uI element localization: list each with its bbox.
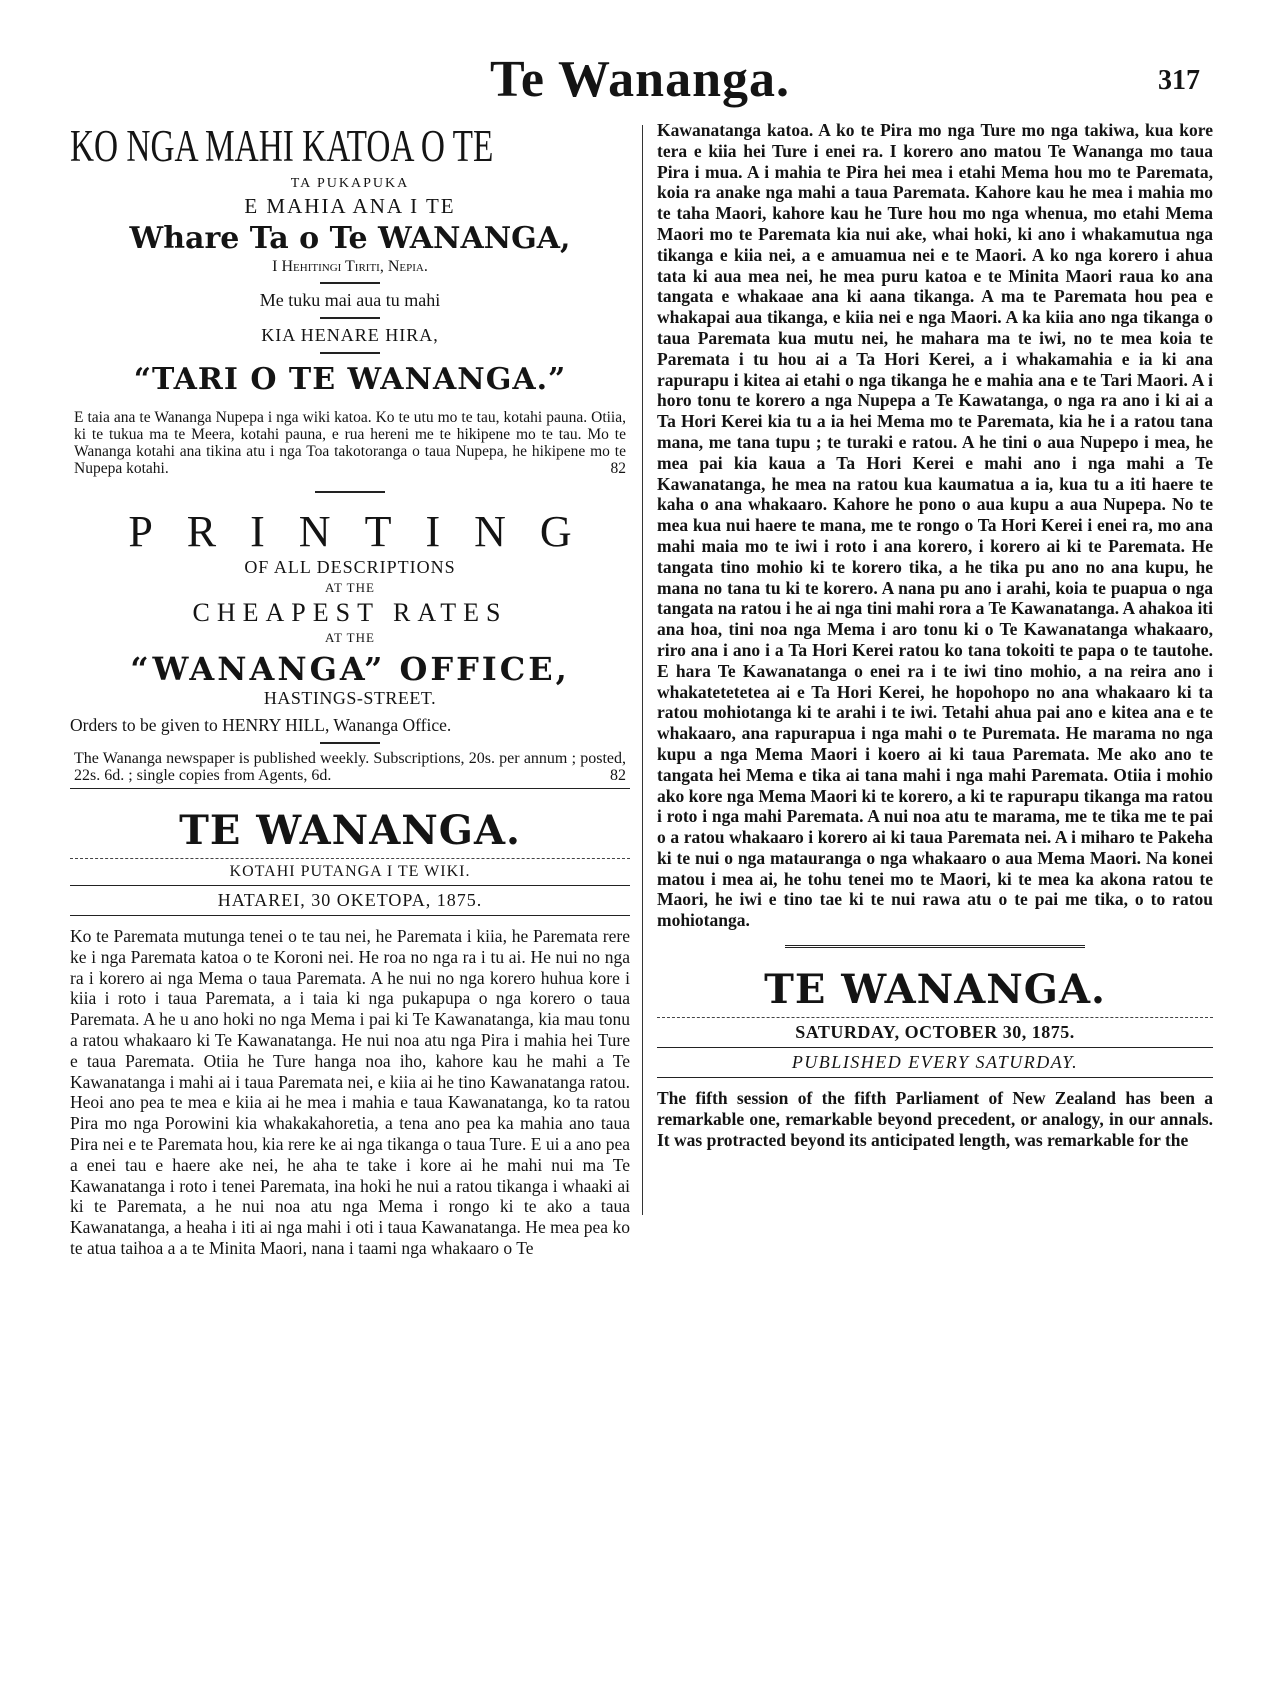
masthead-title: Te Wananga. xyxy=(489,51,791,108)
ad2-body xyxy=(74,750,626,784)
column-divider xyxy=(642,125,643,1215)
newspaper-frequency: KOTAHI PUTANGA I TE WIKI. xyxy=(229,863,471,880)
ad2-orders: Orders to be given to HENRY HILL, Wananga Office. xyxy=(70,715,452,735)
ad2-body-text: The Wananga newspaper is published weekly. Subscriptions, 20s. per annum ; posted, 22s. 6d. ; single copies from Agents, 6d. xyxy=(74,750,626,784)
ad1-line-e-mahia: E MAHIA ANA I TE xyxy=(244,194,456,218)
ad1-body xyxy=(74,409,626,477)
ad1-line-ta-pukapuka: TA PUKAPUKA xyxy=(290,176,410,191)
article-text-left: Ko te Paremata mutunga tenei o te tau nei, he Paremata i kiia, he Paremata rere ke i nga Paremata katoa o te Koroni nei. He roa no nga ra i tu ai. He nui no nga ra i korero ai nga Mema o taua Paremata. A he nui no nga korero huhua kore i kiia i roto i taua Paremata, a i taia ki nga pukapupa o nga korero o taua Paremata. A he u ano hoki no nga Mema i pai ki Te Kawanatanga, kia mau tonu a ratou whakaaro ki Te Kawanatanga. He nui noa atu nga Pira i mahia hei Ture e taua Paremata. Otiia he Ture hanga noa iho, kahore kau he mahi a Te Kawanatanga i mahi ai i taua Paremata nei, e kiia ai he tino Kawanatanga ratou. Heoi ano pea te mea e kiia ai he mea i mahia e taua Kawanatanga, ko ta ratou Pira mo nga Porowini kia whakakahoretia, a tena ano pea ka mahia ano taua Pira nei e te Paremata hou, kia rere ke ai nga tikanga o taua Ture. E ui a ano pea a enei tau e haere ake nei, he aha te take i kore ai he mahi nui ma Te Kawanatanga i roto i tenei Paremata, ina hoki he nui a ratou tikanga i whaaki ai ki te Paremata, a he nui noa atu nga Mema i rongo ki te ako a taua Kawanatanga, a heaha i iti ai nga mahi i oti i taua Kawanatanga. He mea pea ko te atua taihoa a a te Minita Maori, nana i taami nga whakaaro o Te xyxy=(70,926,630,1258)
divider xyxy=(70,915,630,916)
ad2-line-street: HASTINGS-STREET. xyxy=(263,688,437,708)
ad1-line-address: I Hehitingi Tiriti, Nepia. xyxy=(272,258,428,275)
divider xyxy=(320,282,380,284)
ad1-body-text: E taia ana te Wananga Nupepa i nga wiki katoa. Ko te utu mo te tau, kotahi pauna. Otiia, ki te tukua ma te Meera, kotahi pauna, e rua hereni me te hikipene mo te tau. Mo te Wananga kotahi ana tikina atu i nga Toa takotoranga o taua Nupepa, he hikipene mo te Nupepa kotahi. xyxy=(74,409,626,477)
article-text-english: The fifth session of the fifth Parliament of New Zealand has been a remarkable one, remarkable beyond precedent, or analogy, in our annals. It was protracted beyond its anticipated length, was remarkable for the xyxy=(657,1088,1213,1150)
divider xyxy=(657,1077,1213,1078)
divider xyxy=(70,885,630,886)
newspaper-date-english: SATURDAY, OCTOBER 30, 1875. xyxy=(795,1022,1075,1043)
newspaper-title: TE WANANGA. xyxy=(179,807,521,854)
ad1-line-whare-ta: Whare Ta o Te WANANGA, xyxy=(129,221,571,256)
page-header xyxy=(0,45,1280,115)
advertisement-printing-maori xyxy=(70,120,630,477)
divider xyxy=(657,1017,1213,1018)
ad2-line-cheapest-rates: CHEAPEST RATES xyxy=(192,598,508,627)
ad1-line-tuku-mai: Me tuku mai aua tu mahi xyxy=(259,290,441,310)
editorial-english xyxy=(657,931,1213,1150)
newspaper-tagline: PUBLISHED EVERY SATURDAY. xyxy=(791,1052,1079,1073)
divider xyxy=(70,858,630,859)
ad1-line-henare-hira: KIA HENARE HIRA, xyxy=(261,325,439,345)
divider xyxy=(320,352,380,354)
divider xyxy=(315,491,385,493)
ad2-line-descriptions: OF ALL DESCRIPTIONS xyxy=(244,557,456,577)
ad2-line-office: “WANANGA” OFFICE, xyxy=(130,650,570,688)
left-column xyxy=(70,120,630,1259)
right-column xyxy=(657,120,1213,1150)
divider xyxy=(320,317,380,319)
ad1-line-tari: “TARI O TE WANANGA.” xyxy=(133,362,567,397)
editorial-maori xyxy=(70,807,630,1259)
ad1-title: KO NGA MAHI KATOA O TE xyxy=(70,121,494,171)
divider xyxy=(320,742,380,744)
ad1-ref: 82 xyxy=(610,460,626,477)
ad2-title: PRINTING xyxy=(128,507,606,556)
ad2-line-at-the: AT THE xyxy=(325,580,375,595)
divider xyxy=(657,1047,1213,1048)
ad2-ref: 82 xyxy=(610,767,626,784)
newspaper-title-english: TE WANANGA. xyxy=(764,966,1106,1014)
article-text-right: Kawanatanga katoa. A ko te Pira mo nga Ture mo nga takiwa, kua kore tera e kiia hei Ture i enei ra. I korero ano matou Te Wananga mo taua Pira i mua. A i mahia te Pira hei mea i etahi Mema hou mo te Paremata, koia ra anake nga mahi a taua Paremata. Kahore kau he mea i mahia mo te taha Maori, kahore kau he Ture hou mo nga whenua, mo etahi Mema Maori mo te Paremata kia nui ake, whai hoki, ki ano i whakamutua nga tikanga e kiia nei, a e amuamua nei e te Maori. A ko nga korero i ahua tata ki aua mea nei, he mea puru katoa e te Minita Maori raua ko ana tangata e whakaae ana ki aana tikanga. A ma te Paremata hou pea e whakapai aua tikanga, e kiia nei e nga Maori. A ka kiia ano nga tikanga o taua Paremata kua mutu nei, he mahara ma te iwi, no te mea koia te Paremata i tu hou ai a Ta Hori Kerei, a i whakamahia e ia ki ana rapurapu i kitea ai etahi o nga tikanga he e mahia ana e te Tari Maori. A i horo tonu te korero a nga Nupepa a Te Kawatanga, o nga ra ano i ki ai a Ta Hori Kerei kia tu a ia hei Mema mo te Paremata, kia he i a ratou tana mana, me tana tupu ; te turaki e ratou. A he tini o aua Nupepo i mea, he mea pai kia kaua a Ta Hori Kerei e mahi ano i nga mahi a Te Kawanatanga, he mea na ratou kua kaumatua a ia, kua tu a iti haere te kaha o ana whakaaro. Kahore he pono o aua kupu a aua Nupepa. No te mea kua nui haere te mana, me te rongo o Ta Hori Kerei i enei ra, mo ana mahi maia mo te iwi i roto i ana korero, i korero ai ki te Paremata. He tangata tino mohio ki te korero tika, a he tika pu ano no ana kupu, he mana no tana tu ki te korero. A nana pu ano i arahi, koia te puapua o nga tangata na ratou i he ai nga tini mahi rora a Te Kawanatanga. A ahakoa iti ana hoa, tini noa nga Mema i aro tonu ki o Te Kawanatanga whakaaro, riro ana i ano i a Ta Hori Kerei ratou ko tana tokoiti te papa o te tautohe. E hara Te Kawanatanga o enei ra i te iwi tino mohio, a na reira ano i whakatetetetea ai e Ta Hori Kerei, he hopohopo no ana whakaaro ki ta ratou mohiotanga ki te arahi i te iwi. Tetahi ahua pai ano e kitea ana e te whakaaro, ana rapurapua i nga mahi o te Puremata. He marama no nga kupu a nga Mema Maori i koero ai ki taua Paremata. Me ako ano te tangata hei Mema e tika ai tana mahi i nga mahi Paremata. Otiia i mohio ako kore nga Mema Maori ki te korero, a ki te rapurapu tikanga ma ratou i roto i nga mahi Paremata. A nui noa atu te marama, me te tika me te pai o a ratou whakaaro i korero ai ki taua Paremata nei. A i miharo te Pakeha ki te nui o nga matauranga o nga whakaaro o aua Mema Maori. Na konei matou i mea ai, he tohu tenei mo te Maori, ki te mea ka akona ratou te Maori, he iwi e tino tae ki te nui rawa atu o te pai me tika, o to ratou mohiotanga. xyxy=(657,120,1213,931)
divider xyxy=(785,945,1085,952)
page-number: 317 xyxy=(1158,65,1200,96)
advertisement-printing-english xyxy=(70,507,630,784)
divider xyxy=(70,788,630,789)
newspaper-date: HATAREI, 30 OKETOPA, 1875. xyxy=(217,890,483,910)
ad2-line-at-the-2: AT THE xyxy=(325,630,375,645)
